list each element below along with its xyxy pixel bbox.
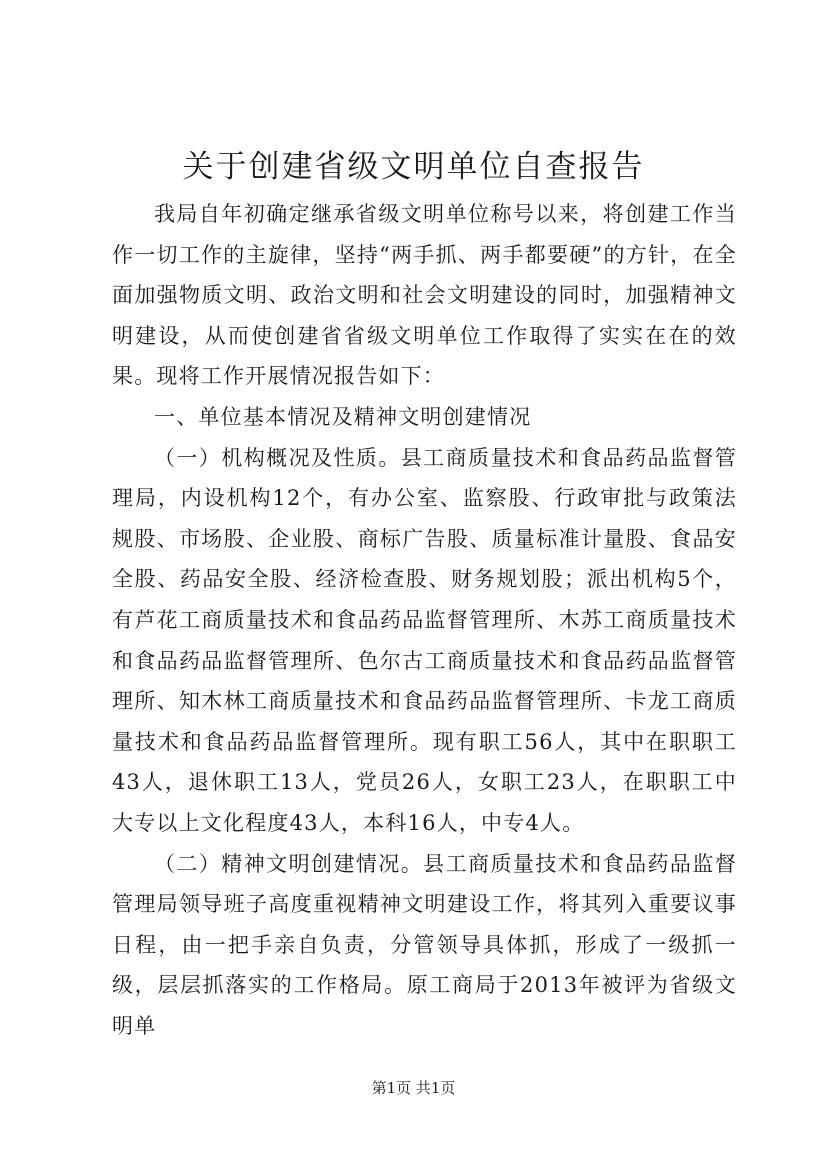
document-body	[112, 194, 737, 1046]
paragraph-intro: 我局自年初确定继承省级文明单位称号以来，将创建工作当作一切工作的主旋律，坚持“两手抓、两手都要硬”的方针，在全面加强物质文明、政治文明和社会文明建设的同时，加强精神文明建设，从而使创建省省级文明单位工作取得了实实在在的效果。现将工作开展情况报告如下：	[112, 202, 737, 389]
page-number-footer: 第1页 共1页	[371, 1079, 456, 1097]
section-heading: 一、单位基本情况及精神文明创建情况	[154, 404, 532, 429]
paragraph-organization: （一）机构概况及性质。县工商质量技术和食品药品监督管理局，内设机构12个，有办公室、监察股、行政审批与政策法规股、市场股、企业股、商标广告股、质量标准计量股、食品安全股、药品安全股、经济检查股、财务规划股；派出机构5个，有芦花工商质量技术和食品药品监督管理所、木苏工商质量技术和食品药品监督管理所、色尔古工商质量技术和食品药品监督管理所、知木林工商质量技术和食品药品监督管理所、卡龙工商质量技术和食品药品监督管理所。现有职工56人，其中在职职工43人，退休职工13人，党员26人，女职工23人，在职职工中大专以上文化程度43人，本科16人，中专4人。	[112, 445, 737, 835]
paragraph-civilization: （二）精神文明创建情况。县工商质量技术和食品药品监督管理局领导班子高度重视精神文明建设工作，将其列入重要议事日程，由一把手亲自负责，分管领导具体抓，形成了一级抓一级，层层抓落实的工作格局。原工商局于2013年被评为省级文明单	[112, 851, 737, 1038]
document-title: 关于创建省级文明单位自查报告	[182, 149, 645, 185]
